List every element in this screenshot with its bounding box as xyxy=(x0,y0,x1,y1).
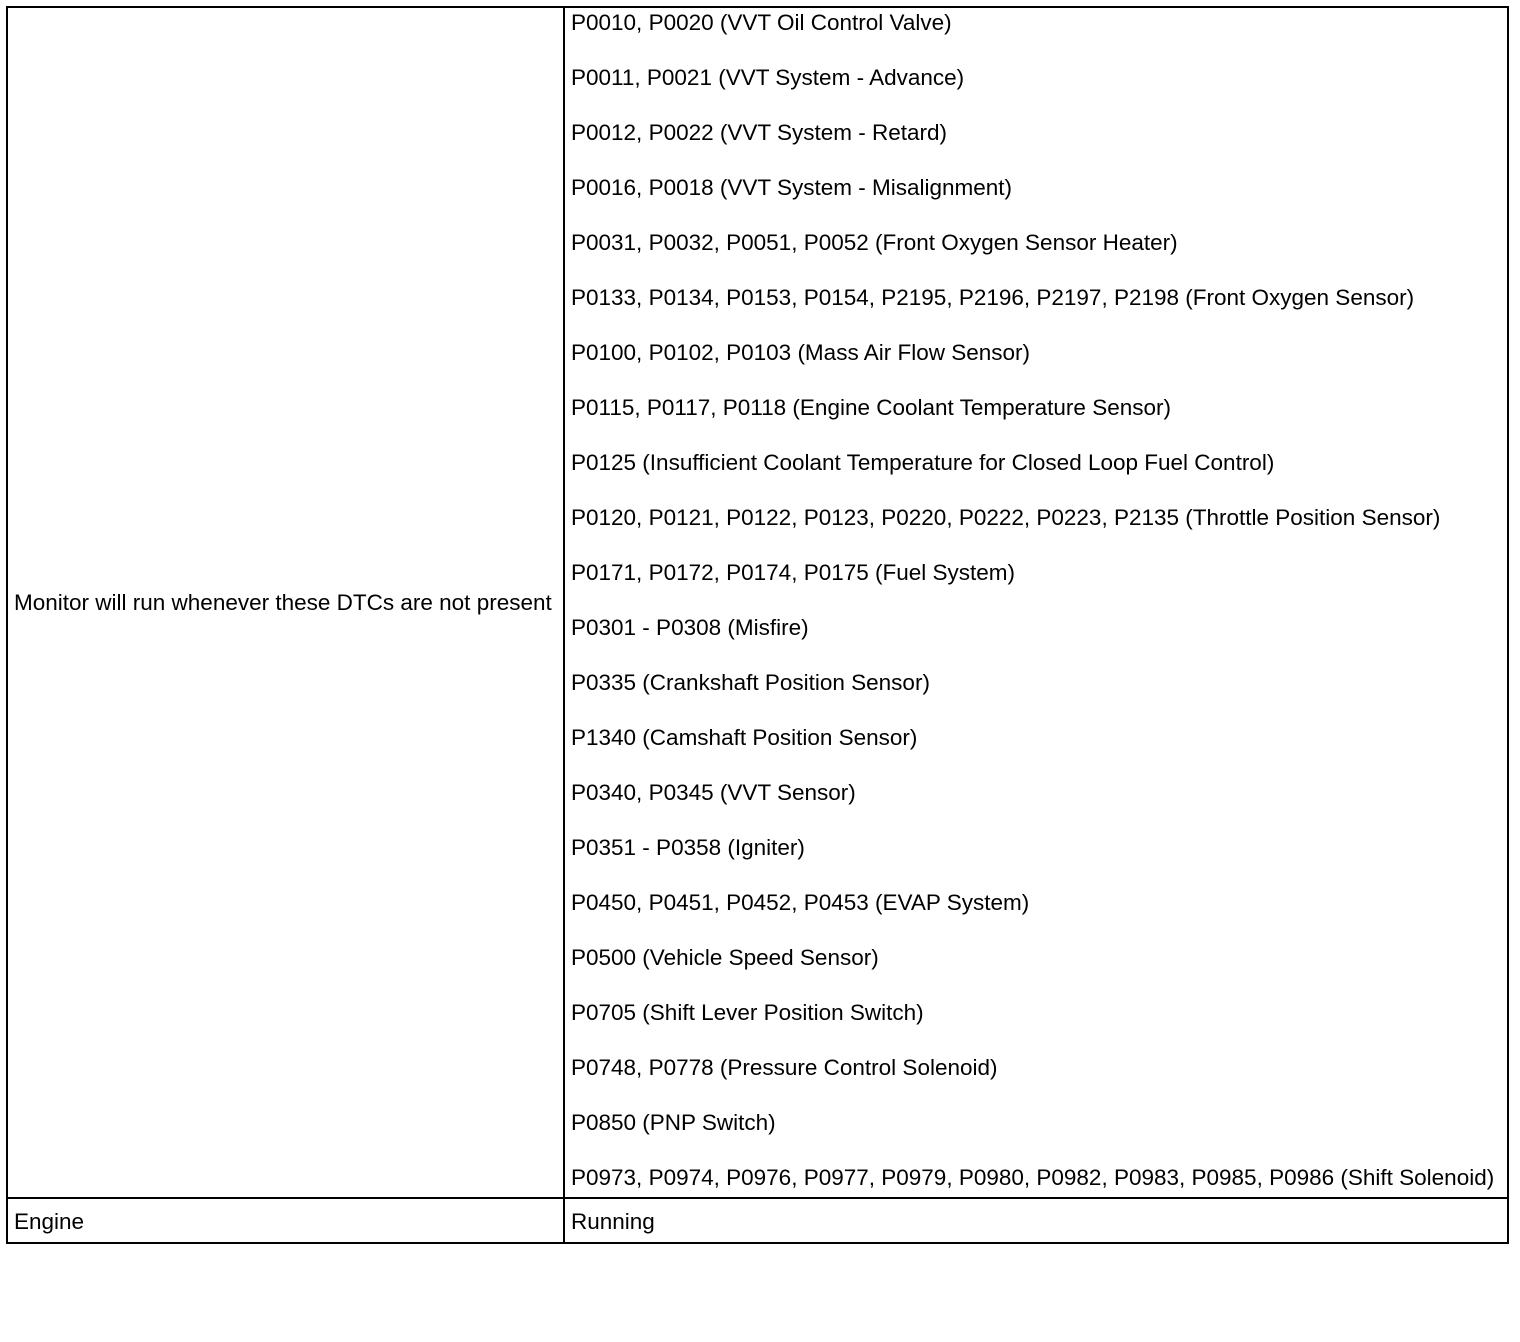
dtc-list-cell xyxy=(564,7,1508,1198)
dtc-entry: P0450, P0451, P0452, P0453 (EVAP System) xyxy=(571,890,1030,915)
dtc-entry: P0340, P0345 (VVT Sensor) xyxy=(571,780,856,805)
dtc-entry: P0010, P0020 (VVT Oil Control Valve) xyxy=(571,10,952,35)
dtc-entry: P0031, P0032, P0051, P0052 (Front Oxygen Sensor Heater) xyxy=(571,230,1178,255)
dtc-entry: P0016, P0018 (VVT System - Misalignment) xyxy=(571,175,1013,200)
table-row xyxy=(7,7,1508,1198)
dtc-entry: P0012, P0022 (VVT System - Retard) xyxy=(571,120,948,145)
dtc-entry: P0335 (Crankshaft Position Sensor) xyxy=(571,670,930,695)
dtc-entry: P0133, P0134, P0153, P0154, P2195, P2196, P2197, P2198 (Front Oxygen Sensor) xyxy=(571,285,1415,310)
row-value: Running xyxy=(564,1198,1508,1243)
dtc-entry: P0301 - P0308 (Misfire) xyxy=(571,615,809,640)
dtc-entry: P0011, P0021 (VVT System - Advance) xyxy=(571,65,965,90)
dtc-entry: P1340 (Camshaft Position Sensor) xyxy=(571,725,918,750)
dtc-entry: P0973, P0974, P0976, P0977, P0979, P0980, P0982, P0983, P0985, P0986 (Shift Solenoid) xyxy=(571,1165,1495,1190)
dtc-entry: P0115, P0117, P0118 (Engine Coolant Temperature Sensor) xyxy=(571,395,1171,420)
dtc-entry: P0125 (Insufficient Coolant Temperature for Closed Loop Fuel Control) xyxy=(571,450,1275,475)
row-label: Monitor will run whenever these DTCs are not present xyxy=(7,7,564,1198)
dtc-entry: P0748, P0778 (Pressure Control Solenoid) xyxy=(571,1055,998,1080)
dtc-entry: P0171, P0172, P0174, P0175 (Fuel System) xyxy=(571,560,1016,585)
dtc-entry: P0705 (Shift Lever Position Switch) xyxy=(571,1000,924,1025)
dtc-entry: P0351 - P0358 (Igniter) xyxy=(571,835,805,860)
conditions-table xyxy=(6,6,1509,1244)
row-label: Engine xyxy=(7,1198,564,1243)
table-row xyxy=(7,1198,1508,1243)
dtc-entry: P0120, P0121, P0122, P0123, P0220, P0222, P0223, P2135 (Throttle Position Sensor) xyxy=(571,505,1441,530)
dtc-entry: P0850 (PNP Switch) xyxy=(571,1110,776,1135)
dtc-entry: P0100, P0102, P0103 (Mass Air Flow Sensor) xyxy=(571,340,1030,365)
dtc-entry: P0500 (Vehicle Speed Sensor) xyxy=(571,945,879,970)
